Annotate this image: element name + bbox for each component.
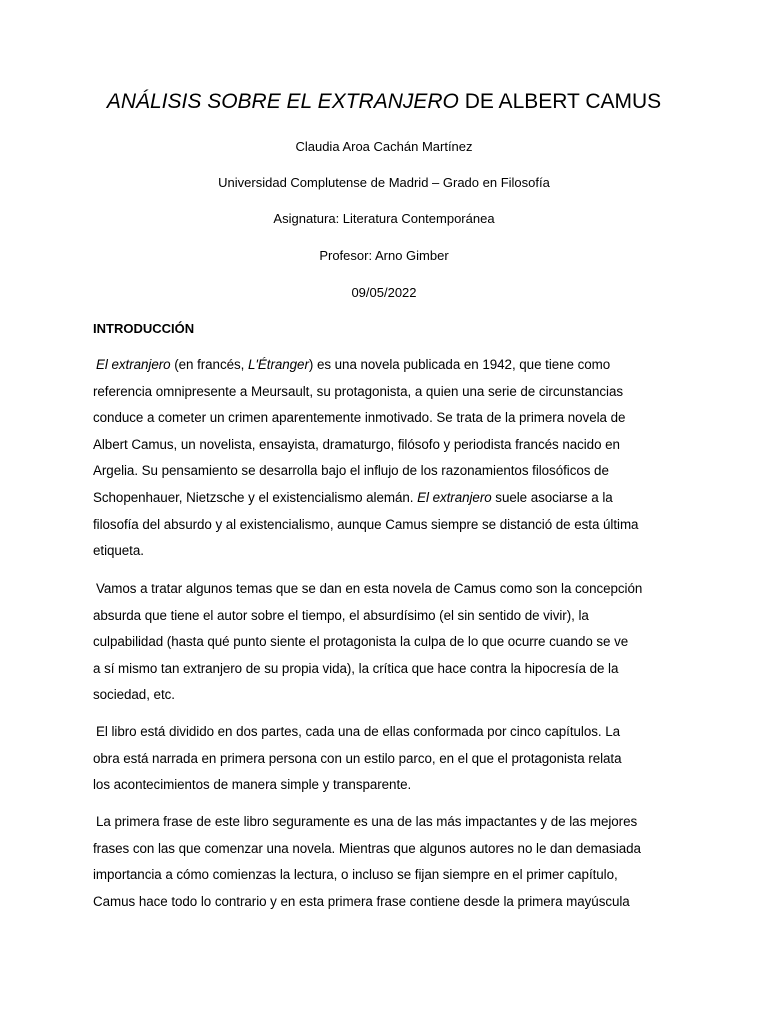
paragraph-line: El libro está dividido en dos partes, cada una de ellas conformada por cinco capítulos. La (96, 724, 621, 739)
title-regular: DE ALBERT CAMUS (458, 90, 662, 113)
paragraph-line: culpabilidad (hasta qué punto siente el protagonista la culpa de lo que ocurre cuando se ve (93, 634, 629, 650)
paragraph-line: Albert Camus, un novelista, ensayista, dramaturgo, filósofo y periodista francés nacido en (93, 436, 620, 452)
paragraph-line (93, 485, 678, 512)
text-span: Schopenhauer, Nietzsche y el existencialismo alemán. (93, 489, 418, 505)
subject-line: Asignatura: Literatura Contemporánea (273, 211, 495, 226)
paragraph-line: Camus hace todo lo contrario y en esta primera frase contiene desde la primera mayúscula (93, 893, 630, 909)
paragraph-line: La primera frase de este libro seguramente es una de las más impactantes y de las mejores (96, 814, 638, 829)
title-italic: ANÁLISIS SOBRE EL EXTRANJERO (106, 90, 459, 113)
university-line: Universidad Complutense de Madrid – Grado en Filosofía (218, 175, 550, 190)
text-span: (en francés, (170, 357, 248, 372)
paragraph-line: referencia omnipresente a Meursault, su protagonista, a quien una serie de circunstancias (93, 383, 623, 399)
paragraph-line: a sí mismo tan extranjero de su propia vida), la crítica que hace contra la hipocresía de la (93, 660, 619, 676)
book-title-italic: El extranjero (96, 357, 171, 372)
paragraph-line: etiqueta. (93, 543, 144, 559)
paragraph-intro (93, 352, 678, 565)
paragraph-line: importancia a cómo comienzas la lectura, o incluso se fijan siempre en el primer capítulo, (93, 867, 618, 883)
paragraph-line: absurda que tiene el autor sobre el tiempo, el absurdísimo (el sin sentido de vivir), la (93, 607, 589, 623)
paragraph-line (93, 352, 678, 379)
date-line: 09/05/2022 (351, 285, 417, 300)
paragraph-line: sociedad, etc. (93, 687, 175, 703)
text-span: ) es una novela publicada en 1942, que tiene como (308, 357, 611, 372)
book-title-italic: El extranjero (417, 489, 492, 505)
paragraph-line: Vamos a tratar algunos temas que se dan en esta novela de Camus como son la concepción (96, 581, 643, 596)
document-title (0, 88, 768, 116)
professor-line: Profesor: Arno Gimber (319, 248, 449, 263)
author-name: Claudia Aroa Cachán Martínez (295, 139, 473, 154)
paragraph-structure (93, 719, 678, 799)
section-heading: INTRODUCCIÓN (93, 321, 195, 336)
paragraph-line: Argelia. Su pensamiento se desarrolla bajo el influjo de los razonamientos filosóficos de (93, 463, 609, 479)
paragraph-line: obra está narrada en primera persona con un estilo parco, en el que el protagonista relata (93, 750, 622, 766)
paragraph-themes (93, 576, 678, 709)
paragraph-line: conduce a cometer un crimen aparentemente inmotivado. Se trata de la primera novela de (93, 410, 626, 426)
text-span: suele asociarse a la (491, 489, 613, 505)
paragraph-first-sentence (93, 809, 678, 915)
paragraph-line: frases con las que comenzar una novela. Mientras que algunos autores no le dan demasiada (93, 840, 641, 856)
paragraph-line: filosofía del absurdo y al existencialismo, aunque Camus siempre se distanció de esta última (93, 516, 639, 532)
french-title-italic: L'Étranger (247, 357, 309, 372)
paragraph-line: los acontecimientos de manera simple y transparente. (93, 777, 412, 793)
